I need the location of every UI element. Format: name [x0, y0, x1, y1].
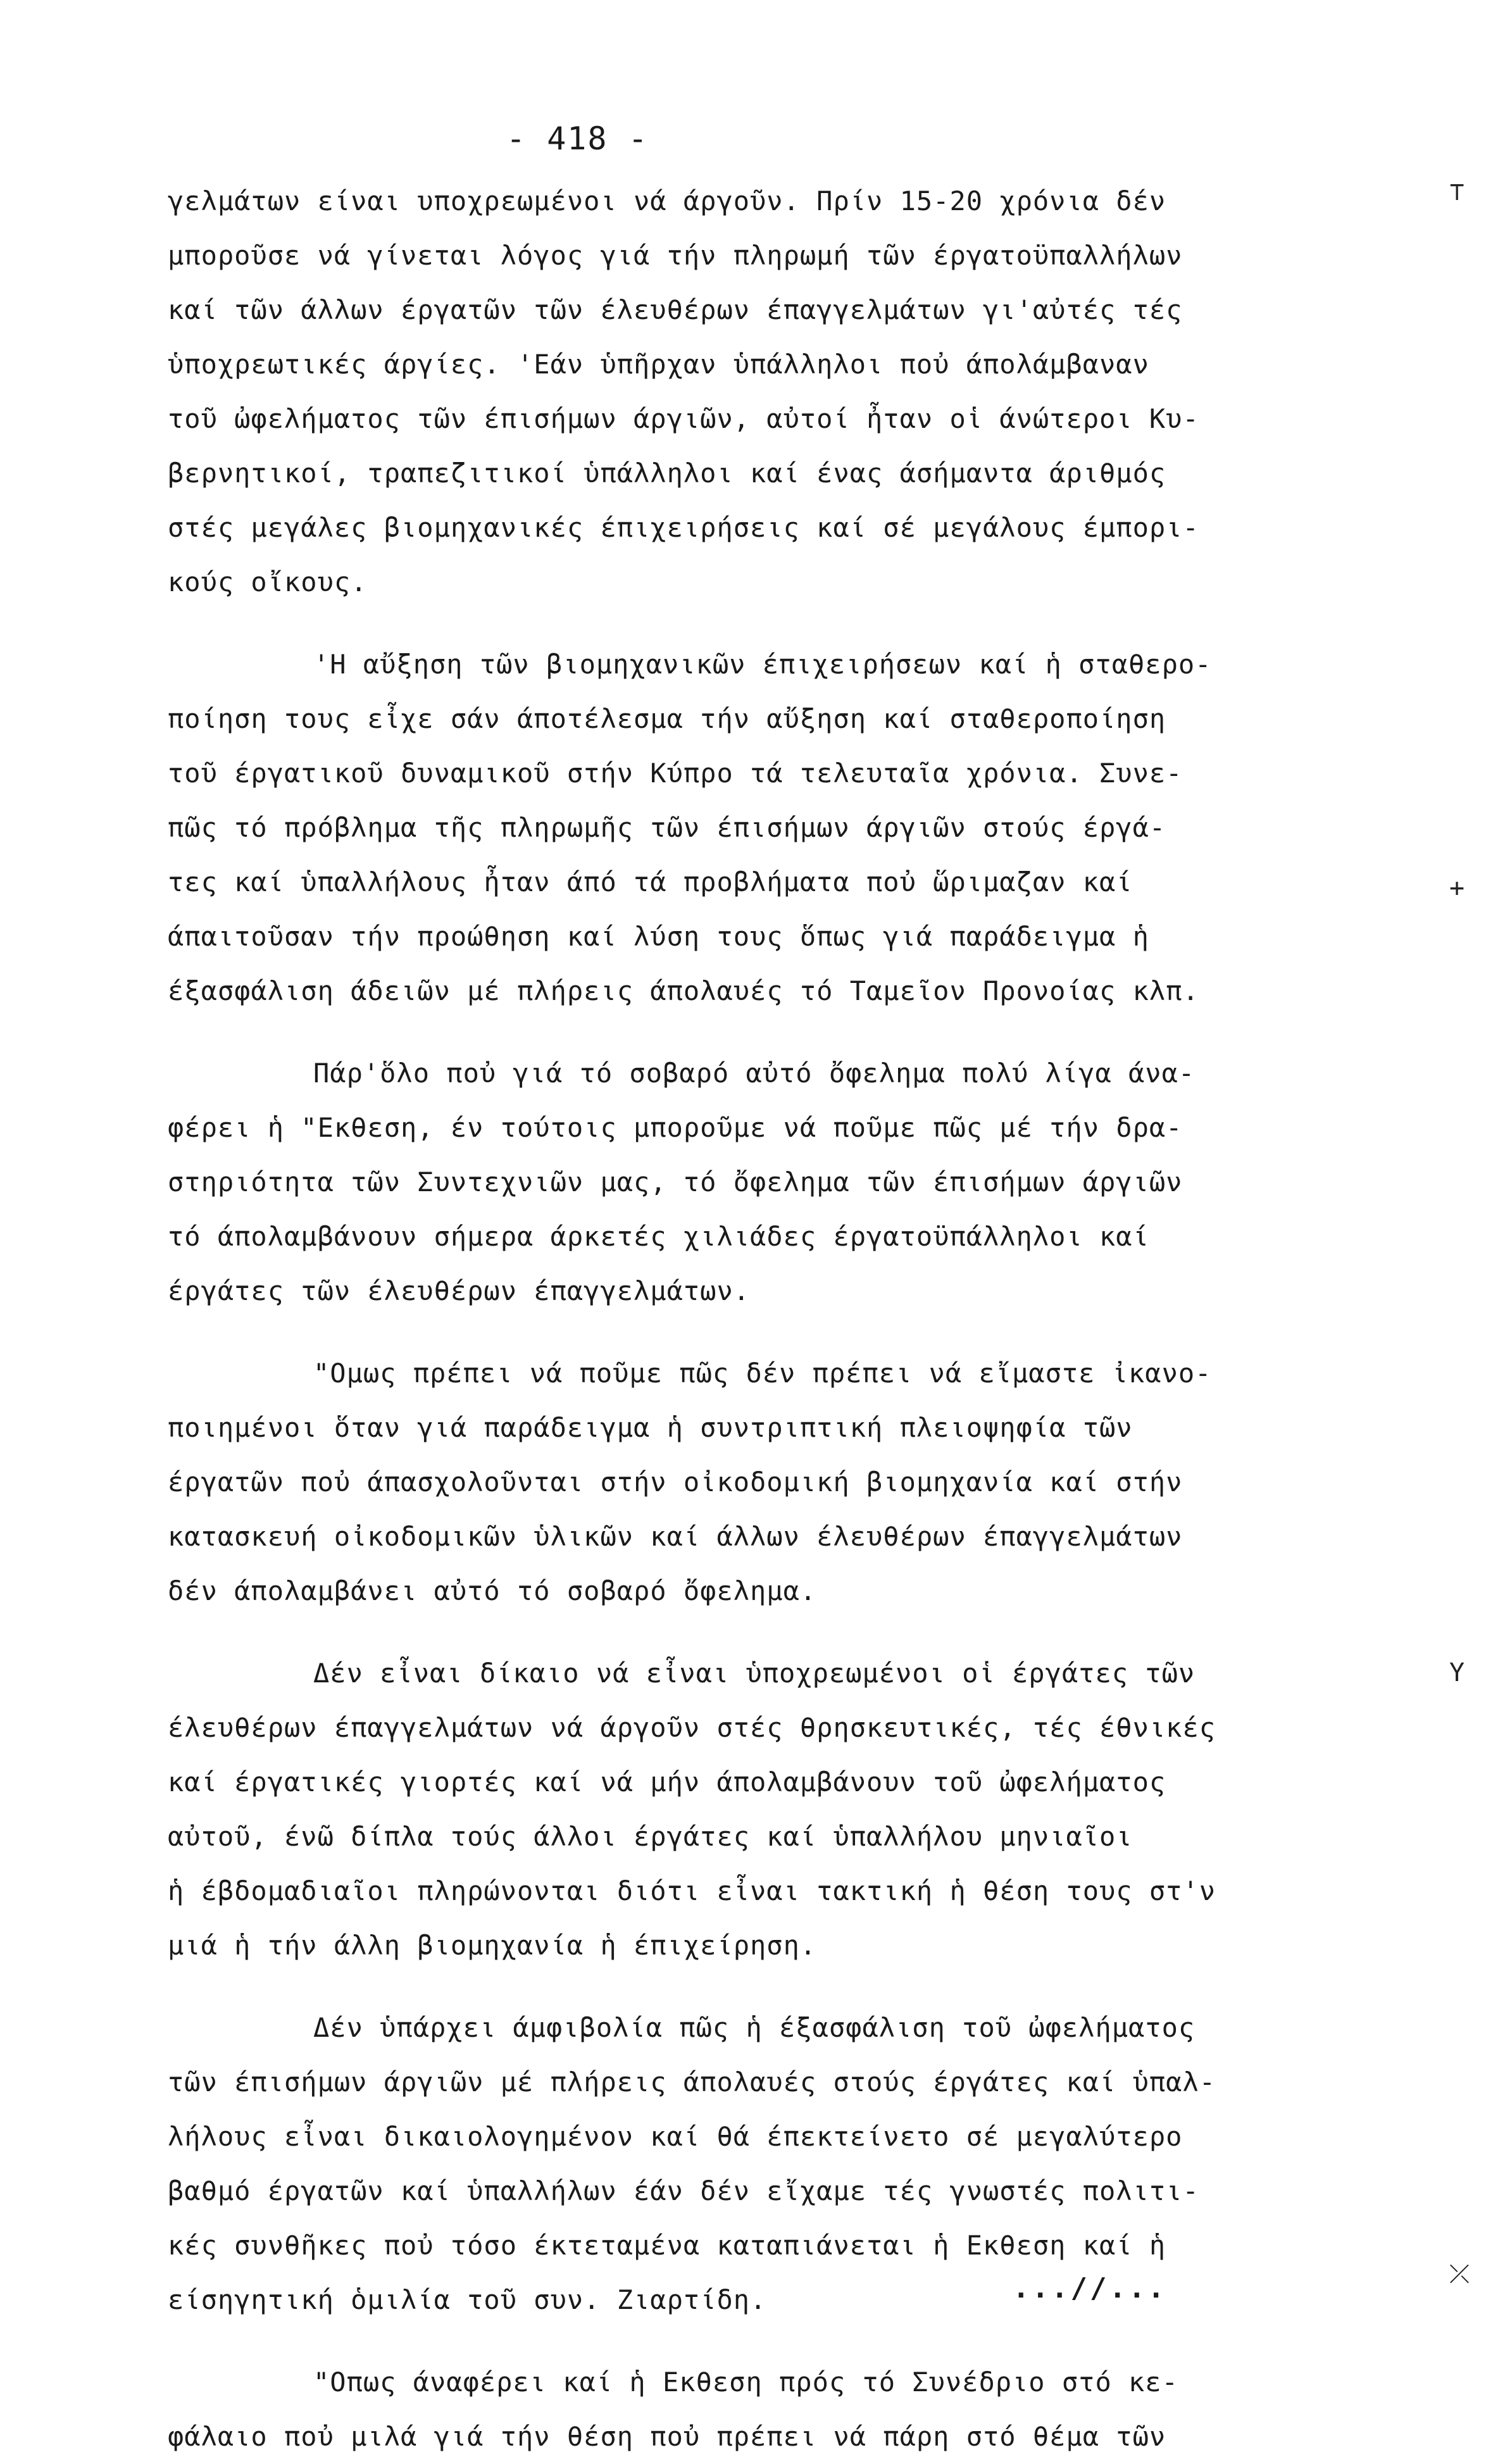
text-line: βερνητικοί, τραπεζιτικοί ὑπάλληλοι καί ένας άσήμαντα άριθμός: [168, 458, 1166, 489]
text-line: έξασφάλιση άδειῶν μέ πλήρεις άπολαυές τό Ταμεῖον Προνοίας κλπ.: [168, 975, 1199, 1006]
text-line: κούς οἴκους.: [168, 566, 368, 597]
text-line: τες καί ὑπαλλήλους ἦταν άπό τά προβλήματα ποὐ ὥριμαζαν καί: [168, 866, 1133, 897]
margin-punch-mark: Υ: [1449, 1658, 1465, 1687]
text-line: στές μεγάλες βιομηχανικές έπιχειρήσεις καί σέ μεγάλους έμπορι-: [168, 512, 1199, 543]
text-line: δέν άπολαμβάνει αὐτό τό σοβαρό ὄφελημα.: [168, 1575, 817, 1606]
text-line: ποίηση τους εἶχε σάν άποτέλεσμα τήν αὔξηση καί σταθεροποίηση: [168, 703, 1166, 734]
text-line: καί τῶν άλλων έργατῶν τῶν έλευθέρων έπαγγελμάτων γι'αὐτές τές: [168, 294, 1183, 325]
margin-punch-mark: ⊤: [1449, 177, 1465, 206]
text-line: είσηγητική ὁμιλία τοῦ συν. Ζιαρτίδη.: [168, 2284, 767, 2315]
paragraph-4: [168, 1346, 1282, 1618]
text-line: στηριότητα τῶν Συντεχνιῶν μας, τό ὄφελημα τῶν έπισήμων άργιῶν: [168, 1166, 1183, 1198]
text-line: πῶς τό πρόβλημα τῆς πληρωμῆς τῶν έπισήμων άργιῶν στούς έργά-: [168, 812, 1166, 843]
page-number: - 418 -: [506, 120, 649, 157]
continuation-mark: ...//...: [1013, 2272, 1167, 2305]
text-line: "Οπως άναφέρει καί ἡ Εκθεση πρός τό Συνέδριο στό κε-: [313, 2367, 1178, 2398]
paragraph-5: [168, 1646, 1282, 1973]
text-line: γελμάτων είναι υποχρεωμένοι νά άργοῦν. Πρίν 15-20 χρόνια δέν: [168, 185, 1166, 216]
text-line: ἡ έβδομαδιαῖοι πληρώνονται διότι εἶναι τακτική ἡ θέση τους στ'ν: [168, 1875, 1216, 1906]
text-line: 'Η αὔξηση τῶν βιομηχανικῶν έπιχειρήσεων καί ἡ σταθερο-: [313, 649, 1212, 680]
paragraph-1: [168, 174, 1282, 610]
text-line: "Ομως πρέπει νά ποῦμε πῶς δέν πρέπει νά εἴμαστε ἰκανο-: [313, 1358, 1212, 1389]
text-line: ποιημένοι ὅταν γιά παράδειγμα ἡ συντριπτική πλειοψηφία τῶν: [168, 1412, 1133, 1443]
text-line: τό άπολαμβάνουν σήμερα άρκετές χιλιάδες έργατοϋπάλληλοι καί: [168, 1221, 1149, 1252]
text-line: καί έργατικές γιορτές καί νά μήν άπολαμβάνουν τοῦ ὠφελήματος: [168, 1767, 1166, 1798]
text-line: ὑποχρεωτικές άργίες. 'Εάν ὑπῆρχαν ὑπάλληλοι ποὐ άπολάμβαναν: [168, 349, 1149, 380]
text-line: Δέν εἶναι δίκαιο νά εἶναι ὑποχρεωμένοι οἱ έργάτες τῶν: [313, 1658, 1196, 1689]
margin-punch-mark: ⤫: [1449, 2260, 1470, 2289]
text-line: λήλους εἶναι δικαιολογημένον καί θά έπεκτείνετο σέ μεγαλύτερο: [168, 2121, 1183, 2152]
text-line: φέρει ἡ "Εκθεση, έν τούτοις μποροῦμε νά ποῦμε πῶς μέ τήν δρα-: [168, 1112, 1183, 1143]
text-line: μιά ἡ τήν άλλη βιομηχανία ἡ έπιχείρηση.: [168, 1930, 817, 1961]
text-line: κατασκευή οἰκοδομικῶν ὑλικῶν καί άλλων έλευθέρων έπαγγελμάτων: [168, 1521, 1183, 1552]
margin-punch-mark: +: [1449, 873, 1465, 903]
text-line: Δέν ὑπάρχει άμφιβολία πῶς ἡ έξασφάλιση τοῦ ὠφελήματος: [313, 2012, 1196, 2043]
paragraph-3: [168, 1046, 1282, 1318]
text-line: άπαιτοῦσαν τήν προώθηση καί λύση τους ὅπως γιά παράδειγμα ἡ: [168, 921, 1149, 952]
text-line: Πάρ'ὅλο ποὐ γιά τό σοβαρό αὐτό ὄφελημα πολύ λίγα άνα-: [313, 1058, 1196, 1089]
text-line: έλευθέρων έπαγγελμάτων νά άργοῦν στές θρησκευτικές, τές έθνικές: [168, 1712, 1216, 1743]
text-line: τοῦ έργατικοῦ δυναμικοῦ στήν Κύπρο τά τελευταῖα χρόνια. Συνε-: [168, 758, 1183, 789]
text-line: τῶν έπισήμων άργιῶν μέ πλήρεις άπολαυές στούς έργάτες καί ὑπαλ-: [168, 2067, 1216, 2098]
text-line: βαθμό έργατῶν καί ὑπαλλήλων έάν δέν εἴχαμε τές γνωστές πολιτι-: [168, 2175, 1199, 2206]
text-line: τοῦ ὠφελήματος τῶν έπισήμων άργιῶν, αὐτοί ἦταν οἱ άνώτεροι Κυ-: [168, 403, 1199, 434]
paragraph-7: [168, 2355, 1282, 2464]
text-line: κές συνθῆκες ποὐ τόσο έκτεταμένα καταπιάνεται ἡ Εκθεση καί ἡ: [168, 2230, 1166, 2261]
text-line: έργάτες τῶν έλευθέρων έπαγγελμάτων.: [168, 1275, 751, 1306]
paragraph-2: [168, 637, 1282, 1018]
body-text: [168, 174, 1282, 2464]
text-line: μποροῦσε νά γίνεται λόγος γιά τήν πληρωμή τῶν έργατοϋπαλλήλων: [168, 240, 1183, 271]
text-line: έργατῶν ποὐ άπασχολοῦνται στήν οἰκοδομική βιομηχανία καί στήν: [168, 1467, 1183, 1498]
text-line: φάλαιο ποὐ μιλά γιά τήν θέση ποὐ πρέπει νά πάρη στό θέμα τῶν: [168, 2421, 1166, 2452]
text-line: αὐτοῦ, ένῶ δίπλα τούς άλλοι έργάτες καί ὑπαλλήλου μηνιαῖοι: [168, 1821, 1133, 1852]
